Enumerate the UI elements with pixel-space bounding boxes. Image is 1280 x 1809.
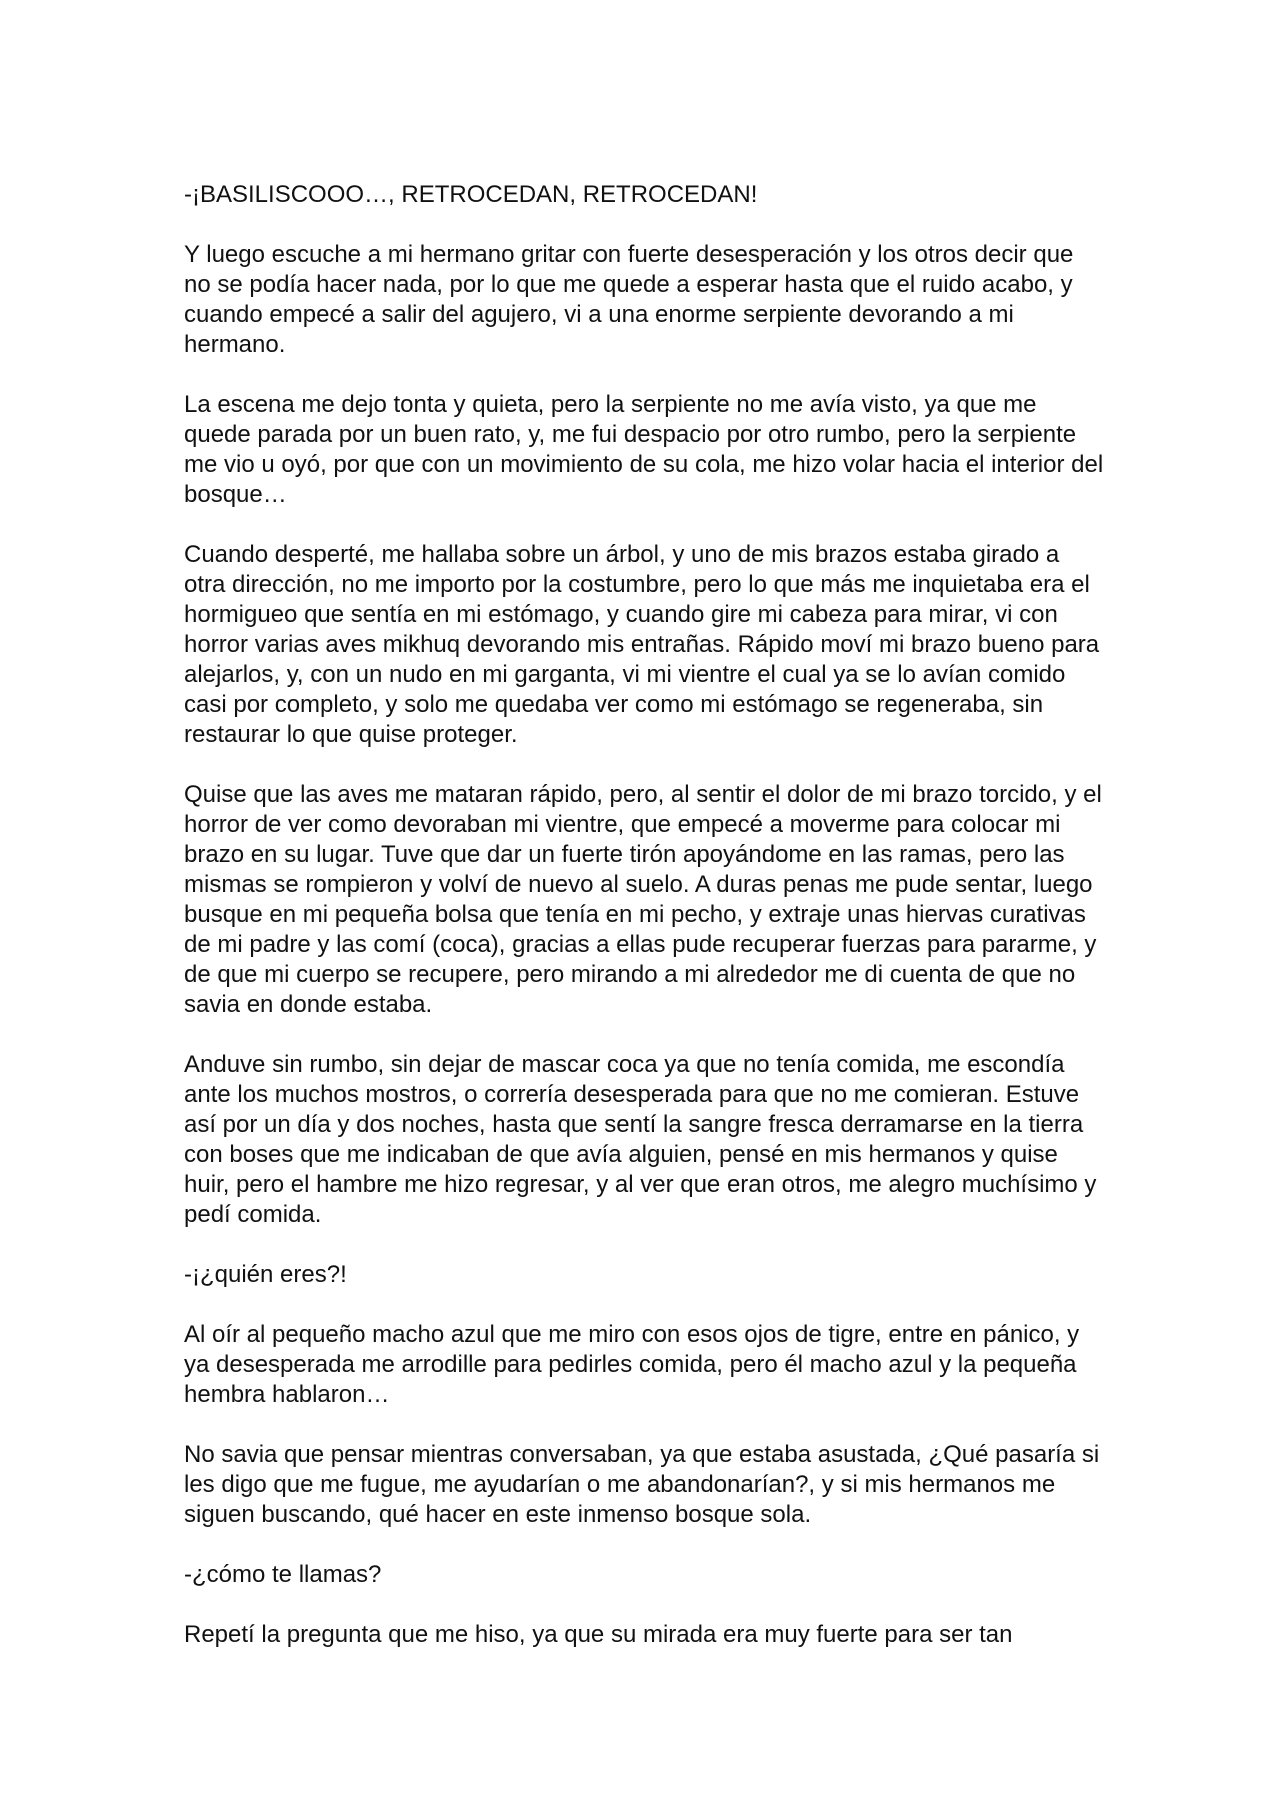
- paragraph-serpient-tail: La escena me dejo tonta y quieta, pero la serpiente no me avía visto, ya que me quede parada por un buen rato, y, me fui despacio por otro rumbo, pero la serpiente me vio u oyó, por que con un movimiento de su cola, me hizo volar hacia el interior del bosque…: [184, 391, 1104, 508]
- paragraph-wandering: Anduve sin rumbo, sin dejar de mascar coca ya que no tenía comida, me escondía ante los muchos mostros, o correría desesperada para que no me comieran. Estuve así por un día y dos noches, hasta que sentí la sangre fresca derramarse en la tierra con boses que me indicaban de que avía alguien, pensé en mis hermanos y quise huir, pero el hambre me hizo regresar, y al ver que eran otros, me alegro muchísimo y pedí comida.: [184, 1051, 1097, 1228]
- document-body: [184, 180, 1104, 1680]
- paragraph-fear-thoughts: No savia que pensar mientras conversaban, ya que estaba asustada, ¿Qué pasaría si les digo que me fugue, me ayudarían o me abandonarían?, y si mis hermanos me siguen buscando, qué hacer en este inmenso bosque sola.: [184, 1441, 1100, 1528]
- paragraph-healing-herbs: Quise que las aves me mataran rápido, pero, al sentir el dolor de mi brazo torcido, y el horror de ver como devoraban mi vientre, que empecé a moverme para colocar mi brazo en su lugar. Tuve que dar un fuerte tirón apoyándome en las ramas, pero las mismas se rompieron y volví de nuevo al suelo. A duras penas me pude sentar, luego busque en mi pequeña bolsa que tenía en mi pecho, y extraje unas hiervas curativas de mi padre y las comí (coca), gracias a ellas pude recuperar fuerzas para pararme, y de que mi cuerpo se recupere, pero mirando a mi alrededor me di cuenta de que no savia en donde estaba.: [184, 781, 1102, 1018]
- dialogue-who-are-you: -¡¿quién eres?!: [184, 1261, 347, 1288]
- paragraph-repeated-question: Repetí la pregunta que me hiso, ya que su mirada era muy fuerte para ser tan: [184, 1621, 1013, 1648]
- paragraph-awakening-tree: Cuando desperté, me hallaba sobre un árbol, y uno de mis brazos estaba girado a otra dirección, no me importo por la costumbre, pero lo que más me inquietaba era el hormigueo que sentía en mi estómago, y cuando gire mi cabeza para mirar, vi con horror varias aves mikhuq devorando mis entrañas. Rápido moví mi brazo bueno para alejarlos, y, con un nudo en mi garganta, vi mi vientre el cual ya se lo avían comido casi por completo, y solo me quedaba ver como mi estómago se regeneraba, sin restaurar lo que quise proteger.: [184, 541, 1100, 748]
- dialogue-basilisk-warning: -¡BASILISCOOO…, RETROCEDAN, RETROCEDAN!: [184, 181, 758, 208]
- dialogue-what-is-your-name: -¿cómo te llamas?: [184, 1561, 382, 1588]
- paragraph-brother-devoured: Y luego escuche a mi hermano gritar con fuerte desesperación y los otros decir que no se podía hacer nada, por lo que me quede a esperar hasta que el ruido acabo, y cuando empecé a salir del agujero, vi a una enorme serpiente devorando a mi hermano.: [184, 241, 1074, 358]
- paragraph-blue-male: Al oír al pequeño macho azul que me miro con esos ojos de tigre, entre en pánico, y ya desesperada me arrodille para pedirles comida, pero él macho azul y la pequeña hembra hablaron…: [184, 1321, 1080, 1408]
